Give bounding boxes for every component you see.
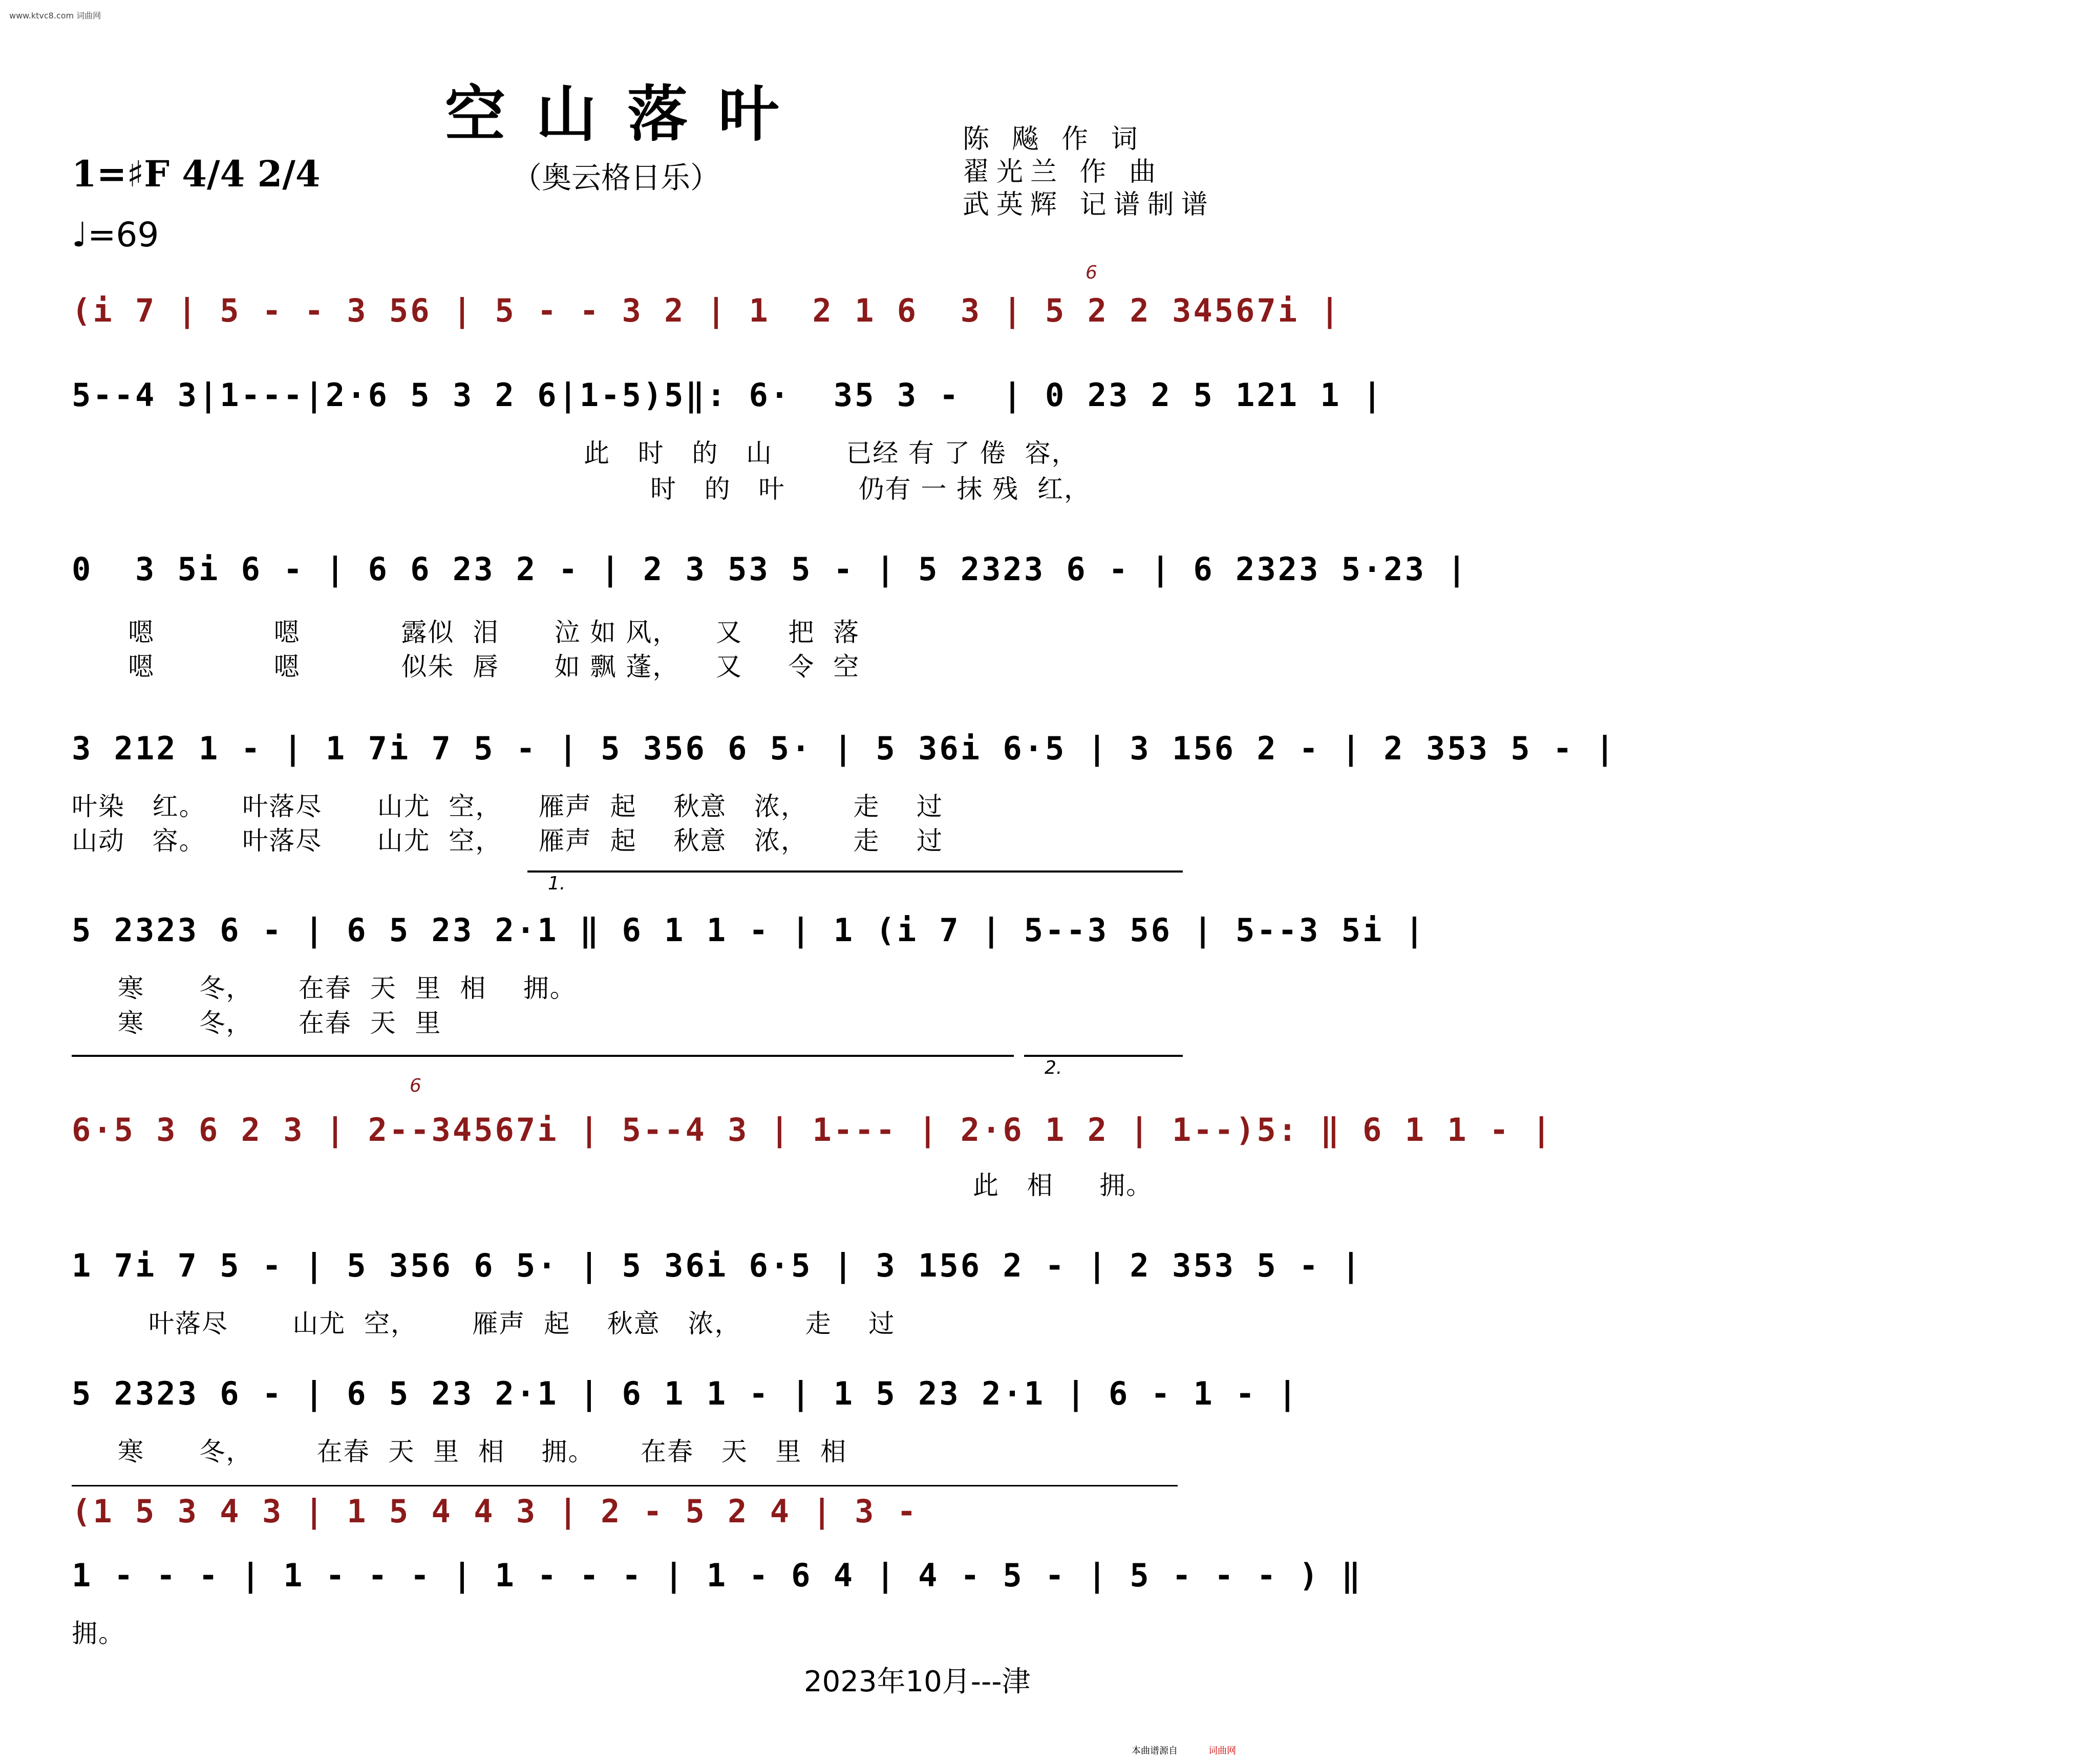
credit-lyricist: 陈 飚 作 词	[963, 124, 1145, 155]
lyrics-row-7: 叶落尽 山尤 空， 雁声 起 秋意 浓， 走 过	[148, 1309, 896, 1338]
lyrics-row-4b: 山动 容。 叶落尽 山尤 空， 雁声 起 秋意 浓， 走 过	[72, 826, 944, 856]
volta-2-label: 2.	[1045, 1057, 1062, 1078]
lyrics-row-8: 寒 冬， 在春 天 里 相 拥。 在春 天 里 相	[118, 1437, 847, 1467]
notation-row-9: (1 5 3 4 3 | 1 5 4 4 3 | 2 - 5 2 4 | 3 -	[72, 1493, 919, 1530]
notation-row-1: (i 7 | 5 - - 3 56 | 5 - - 3 2 | 1 2 1 6 3 | 5 2 2 34567i |	[72, 292, 1342, 329]
credits	[963, 123, 1215, 221]
credit-composer: 翟光兰 作 曲	[963, 157, 1163, 187]
notation-row-6: 6·5 3 6 2 3 | 2--34567i | 5--4 3 | 1--- | 2·6 1 2 | 1--)5: ‖ 6 1 1 - |	[72, 1111, 1553, 1149]
song-title: 空山落叶	[444, 78, 810, 150]
notation-row-2: 5--4 3|1---|2·6 5 3 2 6|1-5)5‖: 6· 35 3 - | 0 23 2 5 121 1 |	[72, 376, 1384, 414]
notation-row-7: 1 7i 7 5 - | 5 356 6 5· | 5 36i 6·5 | 3 156 2 - | 2 353 5 - |	[72, 1247, 1363, 1284]
lyrics-row-3b: 嗯 嗯 似朱 唇 如 飘 蓬， 又 令 空	[128, 652, 860, 682]
credit-transcriber: 武英辉 记谱制谱	[963, 189, 1215, 220]
site-url: www.ktvc8.com 词曲网	[9, 11, 101, 20]
volta-1-continuation	[72, 1055, 1014, 1057]
key-signature: 1=♯F 4/4 2/4	[72, 153, 321, 195]
tempo-marking: ♩=69	[72, 215, 159, 254]
lyrics-row-5a: 寒 冬， 在春 天 里 相 拥。	[118, 973, 577, 1003]
lyrics-row-3a: 嗯 嗯 露似 泪 泣 如 风， 又 把 落	[128, 618, 860, 647]
notation-row-4: 3 212 1 - | 1 7i 7 5 - | 5 356 6 5· | 5 36i 6·5 | 3 156 2 - | 2 353 5 - |	[72, 730, 1617, 767]
triplet-6-label: 6	[1086, 262, 1097, 283]
lyrics-row-2a: 此 时 的 山 已经 有 了 倦 容，	[584, 438, 1078, 468]
lyrics-row-4a: 叶染 红。 叶落尽 山尤 空， 雁声 起 秋意 浓， 走 过	[72, 792, 944, 821]
triplet-6-label-2: 6	[410, 1075, 421, 1096]
volta-2-bracket	[1024, 1055, 1183, 1057]
song-subtitle: （奥云格日乐）	[512, 160, 720, 195]
footer-source: 本曲谱源自	[1132, 1746, 1178, 1756]
lyrics-row-2b: 时 的 叶 仍有 一 抹 残 红，	[650, 474, 1091, 504]
notation-row-3: 0 3 5i 6 - | 6 6 23 2 - | 2 3 53 5 - | 5 2323 6 - | 6 2323 5·23 |	[72, 550, 1469, 588]
notation-row-8: 5 2323 6 - | 6 5 23 2·1 | 6 1 1 - | 1 5 23 2·1 | 6 - 1 - |	[72, 1375, 1299, 1412]
lyrics-row-6: 此 相 拥。	[973, 1171, 1153, 1200]
system-line	[72, 1485, 1178, 1486]
lyrics-row-5b: 寒 冬， 在春 天 里	[118, 1008, 442, 1038]
footer-site: 词曲网	[1208, 1746, 1236, 1756]
notation-row-10: 1 - - - | 1 - - - | 1 - - - | 1 - 6 4 | 4 - 5 - | 5 - - - ) ‖	[72, 1557, 1363, 1594]
notation-row-5: 5 2323 6 - | 6 5 23 2·1 ‖ 6 1 1 - | 1 (i 7 | 5--3 56 | 5--3 5i |	[72, 911, 1426, 949]
date-signature: 2023年10月---津	[804, 1665, 1031, 1698]
volta-1-label: 1.	[548, 873, 566, 894]
lyrics-row-10: 拥。	[72, 1619, 125, 1648]
volta-1-bracket	[527, 870, 1183, 873]
